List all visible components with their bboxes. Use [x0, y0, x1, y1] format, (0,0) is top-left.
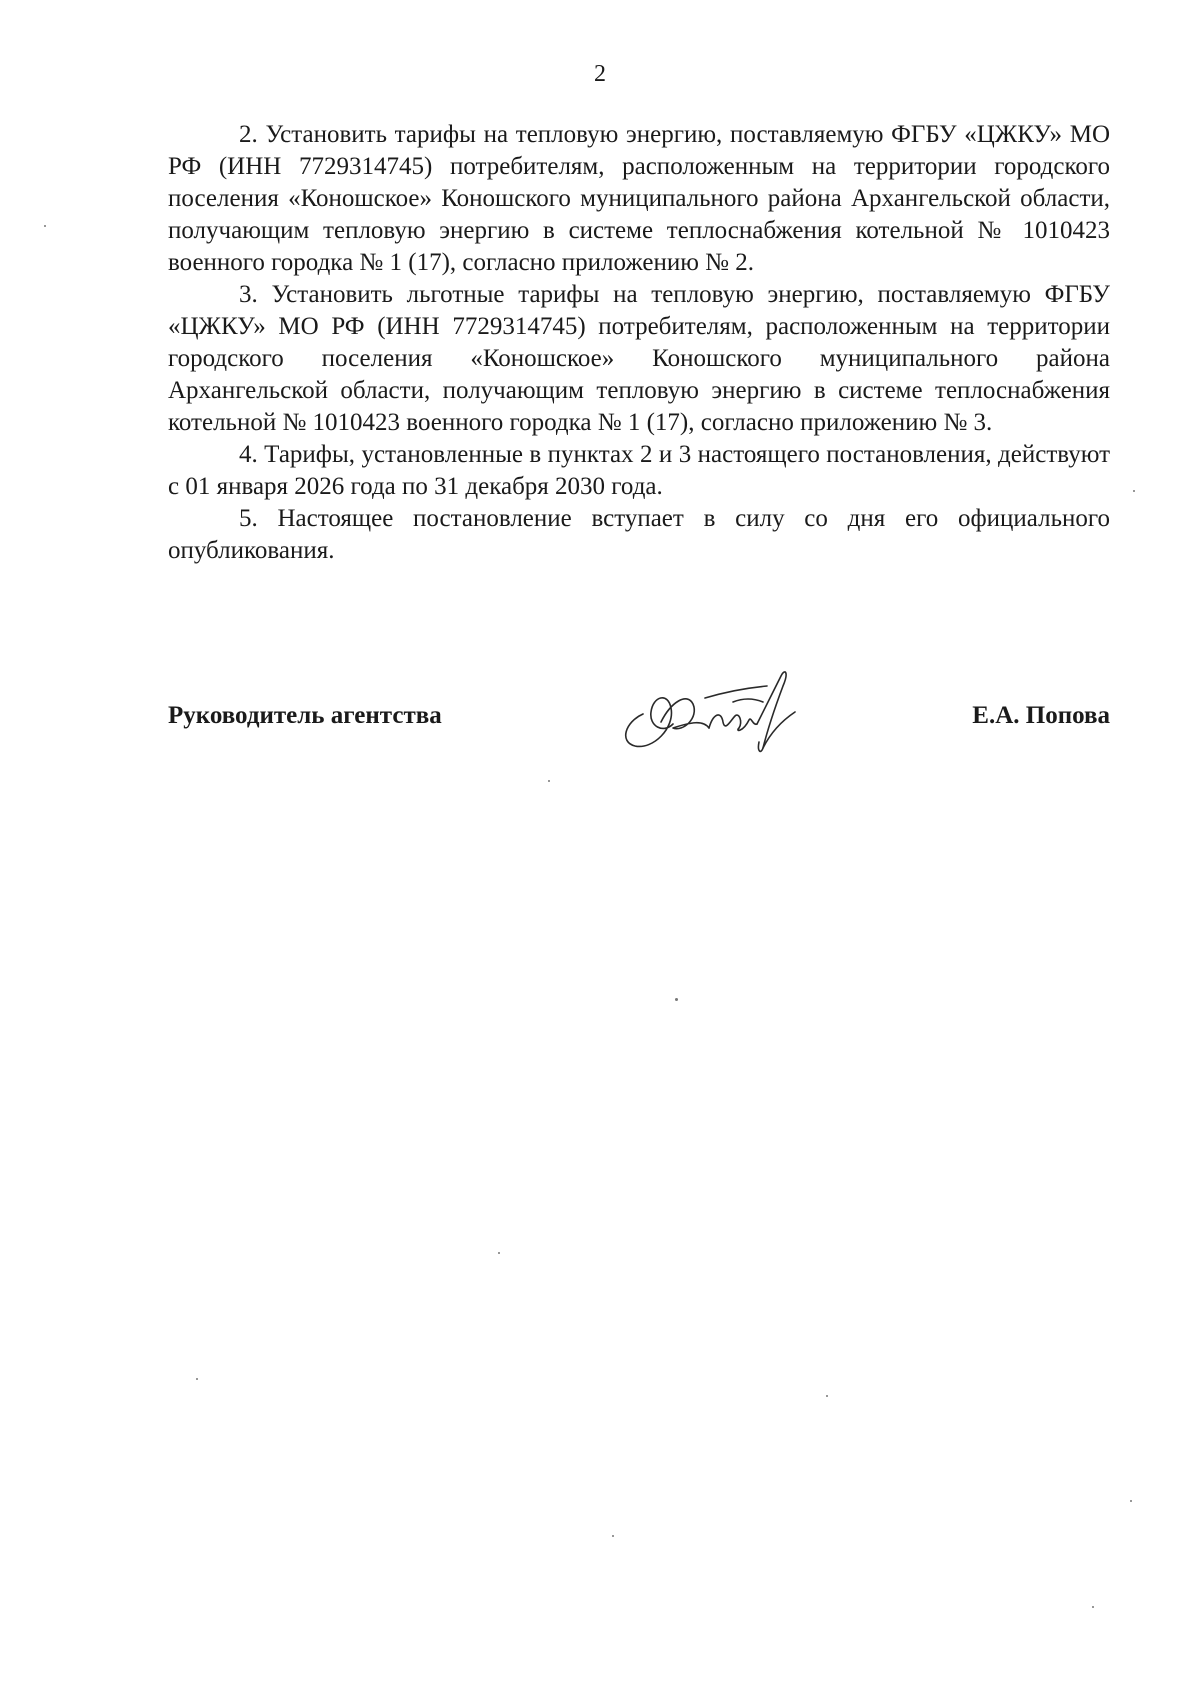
scan-speck: [498, 1252, 500, 1254]
paragraph-3: 3. Установить льготные тарифы на тепловую энергию, поставляемую ФГБУ «ЦЖКУ» МО РФ (ИНН 7729314745) потребителям, расположенным на территории городского поселения «Коношское» Коношского муниципального района Архангельской области, получающим тепловую энергию в системе теплоснабжения котельной № 1010423 военного городка № 1 (17), согласно приложению № 3.: [168, 281, 1110, 436]
handwritten-signature: [613, 662, 803, 762]
scan-speck: [675, 998, 678, 1001]
signatory-name: Е.А. Попова: [972, 702, 1110, 729]
document-body: [168, 119, 1110, 567]
scan-speck: [196, 1378, 198, 1380]
scan-speck: [1133, 490, 1135, 492]
scan-speck: [548, 780, 550, 782]
scan-speck: [826, 1395, 828, 1397]
page-number: 2: [594, 61, 606, 87]
paragraph-2: 2. Установить тарифы на тепловую энергию, поставляемую ФГБУ «ЦЖКУ» МО РФ (ИНН 7729314745) потребителям, расположенным на территории городского поселения «Коношское» Коношского муниципального района Архангельской области, получающим тепловую энергию в системе теплоснабжения котельной № 1010423 военного городка № 1 (17), согласно приложению № 2.: [168, 121, 1110, 276]
scan-speck: [44, 225, 46, 227]
signatory-title: Руководитель агентства: [168, 702, 442, 729]
signature-block: [168, 690, 1110, 770]
paragraph-5: 5. Настоящее постановление вступает в силу со дня его официального опубликования.: [168, 505, 1110, 564]
scan-speck: [1130, 1500, 1132, 1502]
scan-speck: [612, 1535, 614, 1537]
scan-speck: [1092, 1606, 1094, 1608]
paragraph-4: 4. Тарифы, установленные в пунктах 2 и 3 настоящего постановления, действуют с 01 января 2026 года по 31 декабря 2030 года.: [168, 441, 1110, 500]
